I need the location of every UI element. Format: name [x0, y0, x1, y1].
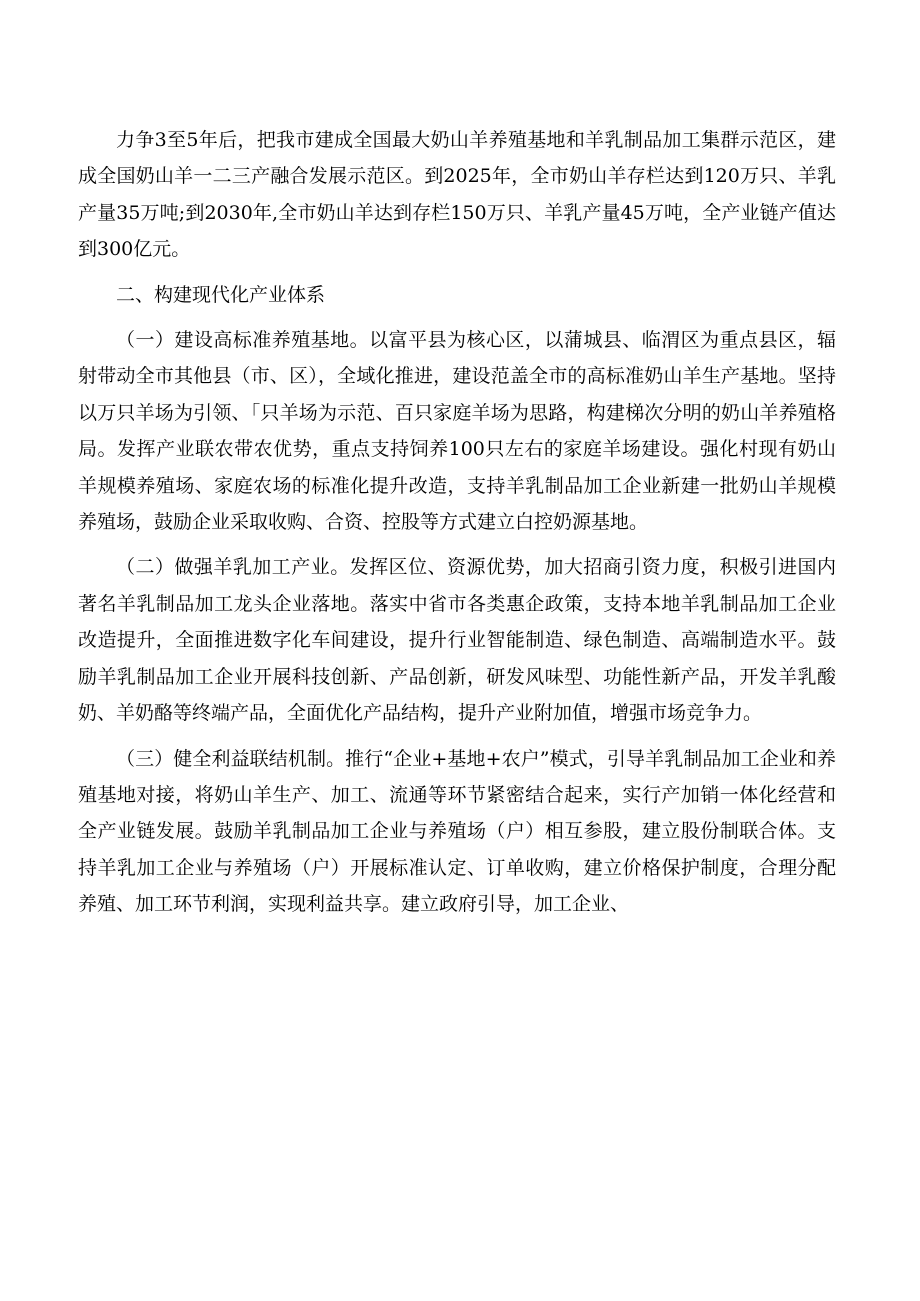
document-page	[78, 122, 836, 923]
section-heading: 二、构建现代化产业体系	[116, 283, 326, 306]
paragraph-benefit-mechanism: （三）健全利益联结机制。推行“企业+基地+农户”模式，引导羊乳制品加工企业和养殖基地对接，将奶山羊生产、加工、流通等环节紧密结合起来，实行产加销一体化经营和全产业链发展。鼓励羊乳制品加工企业与养殖场（户）相互参股，建立股份制联合体。支持羊乳加工企业与养殖场（户）开展标准认定、订单收购，建立价格保护制度，合理分配养殖、加工环节利润，实现利益共享。建立政府引导，加工企业、	[78, 747, 836, 916]
paragraph-breeding-base: （一）建设高标准养殖基地。以富平县为核心区，以蒲城县、临渭区为重点县区，辐射带动全市其他县（市、区），全域化推进，建设范盖全市的高标准奶山羊生产基地。坚持以万只羊场为引领、「只羊场为示范、百只家庭羊场为思路，构建梯次分明的奶山羊养殖格局。发挥产业联农带农优势，重点支持饲养100只左右的家庭羊场建设。强化村现有奶山羊规模养殖场、家庭农场的标准化提升改造，支持羊乳制品加工企业新建一批奶山羊规模养殖场，鼓励企业采取收购、合资、控股等方式建立白控奶源基地。	[78, 329, 836, 534]
paragraph-goals: 力争3至5年后，把我市建成全国最大奶山羊养殖基地和羊乳制品加工集群示范区，建成全国奶山羊一二三产融合发展示范区。到2025年，全市奶山羊存栏达到120万只、羊乳产量35万吨;到2030年,全市奶山羊达到存栏150万只、羊乳产量45万吨，全产业链产值达到300亿元。	[78, 129, 836, 261]
paragraph-processing-industry: （二）做强羊乳加工产业。发挥区位、资源优势，加大招商引资力度，积极引进国内著名羊乳制品加工龙头企业落地。落实中省市各类惠企政策，支持本地羊乳制品加工企业改造提升，全面推进数字化车间建设，提升行业智能制造、绿色制造、高端制造水平。鼓励羊乳制品加工企业开展科技创新、产品创新，研发风味型、功能性新产品，开发羊乳酸奶、羊奶酪等终端产品，全面优化产品结构，提升产业附加值，增强市场竞争力。	[78, 556, 836, 725]
